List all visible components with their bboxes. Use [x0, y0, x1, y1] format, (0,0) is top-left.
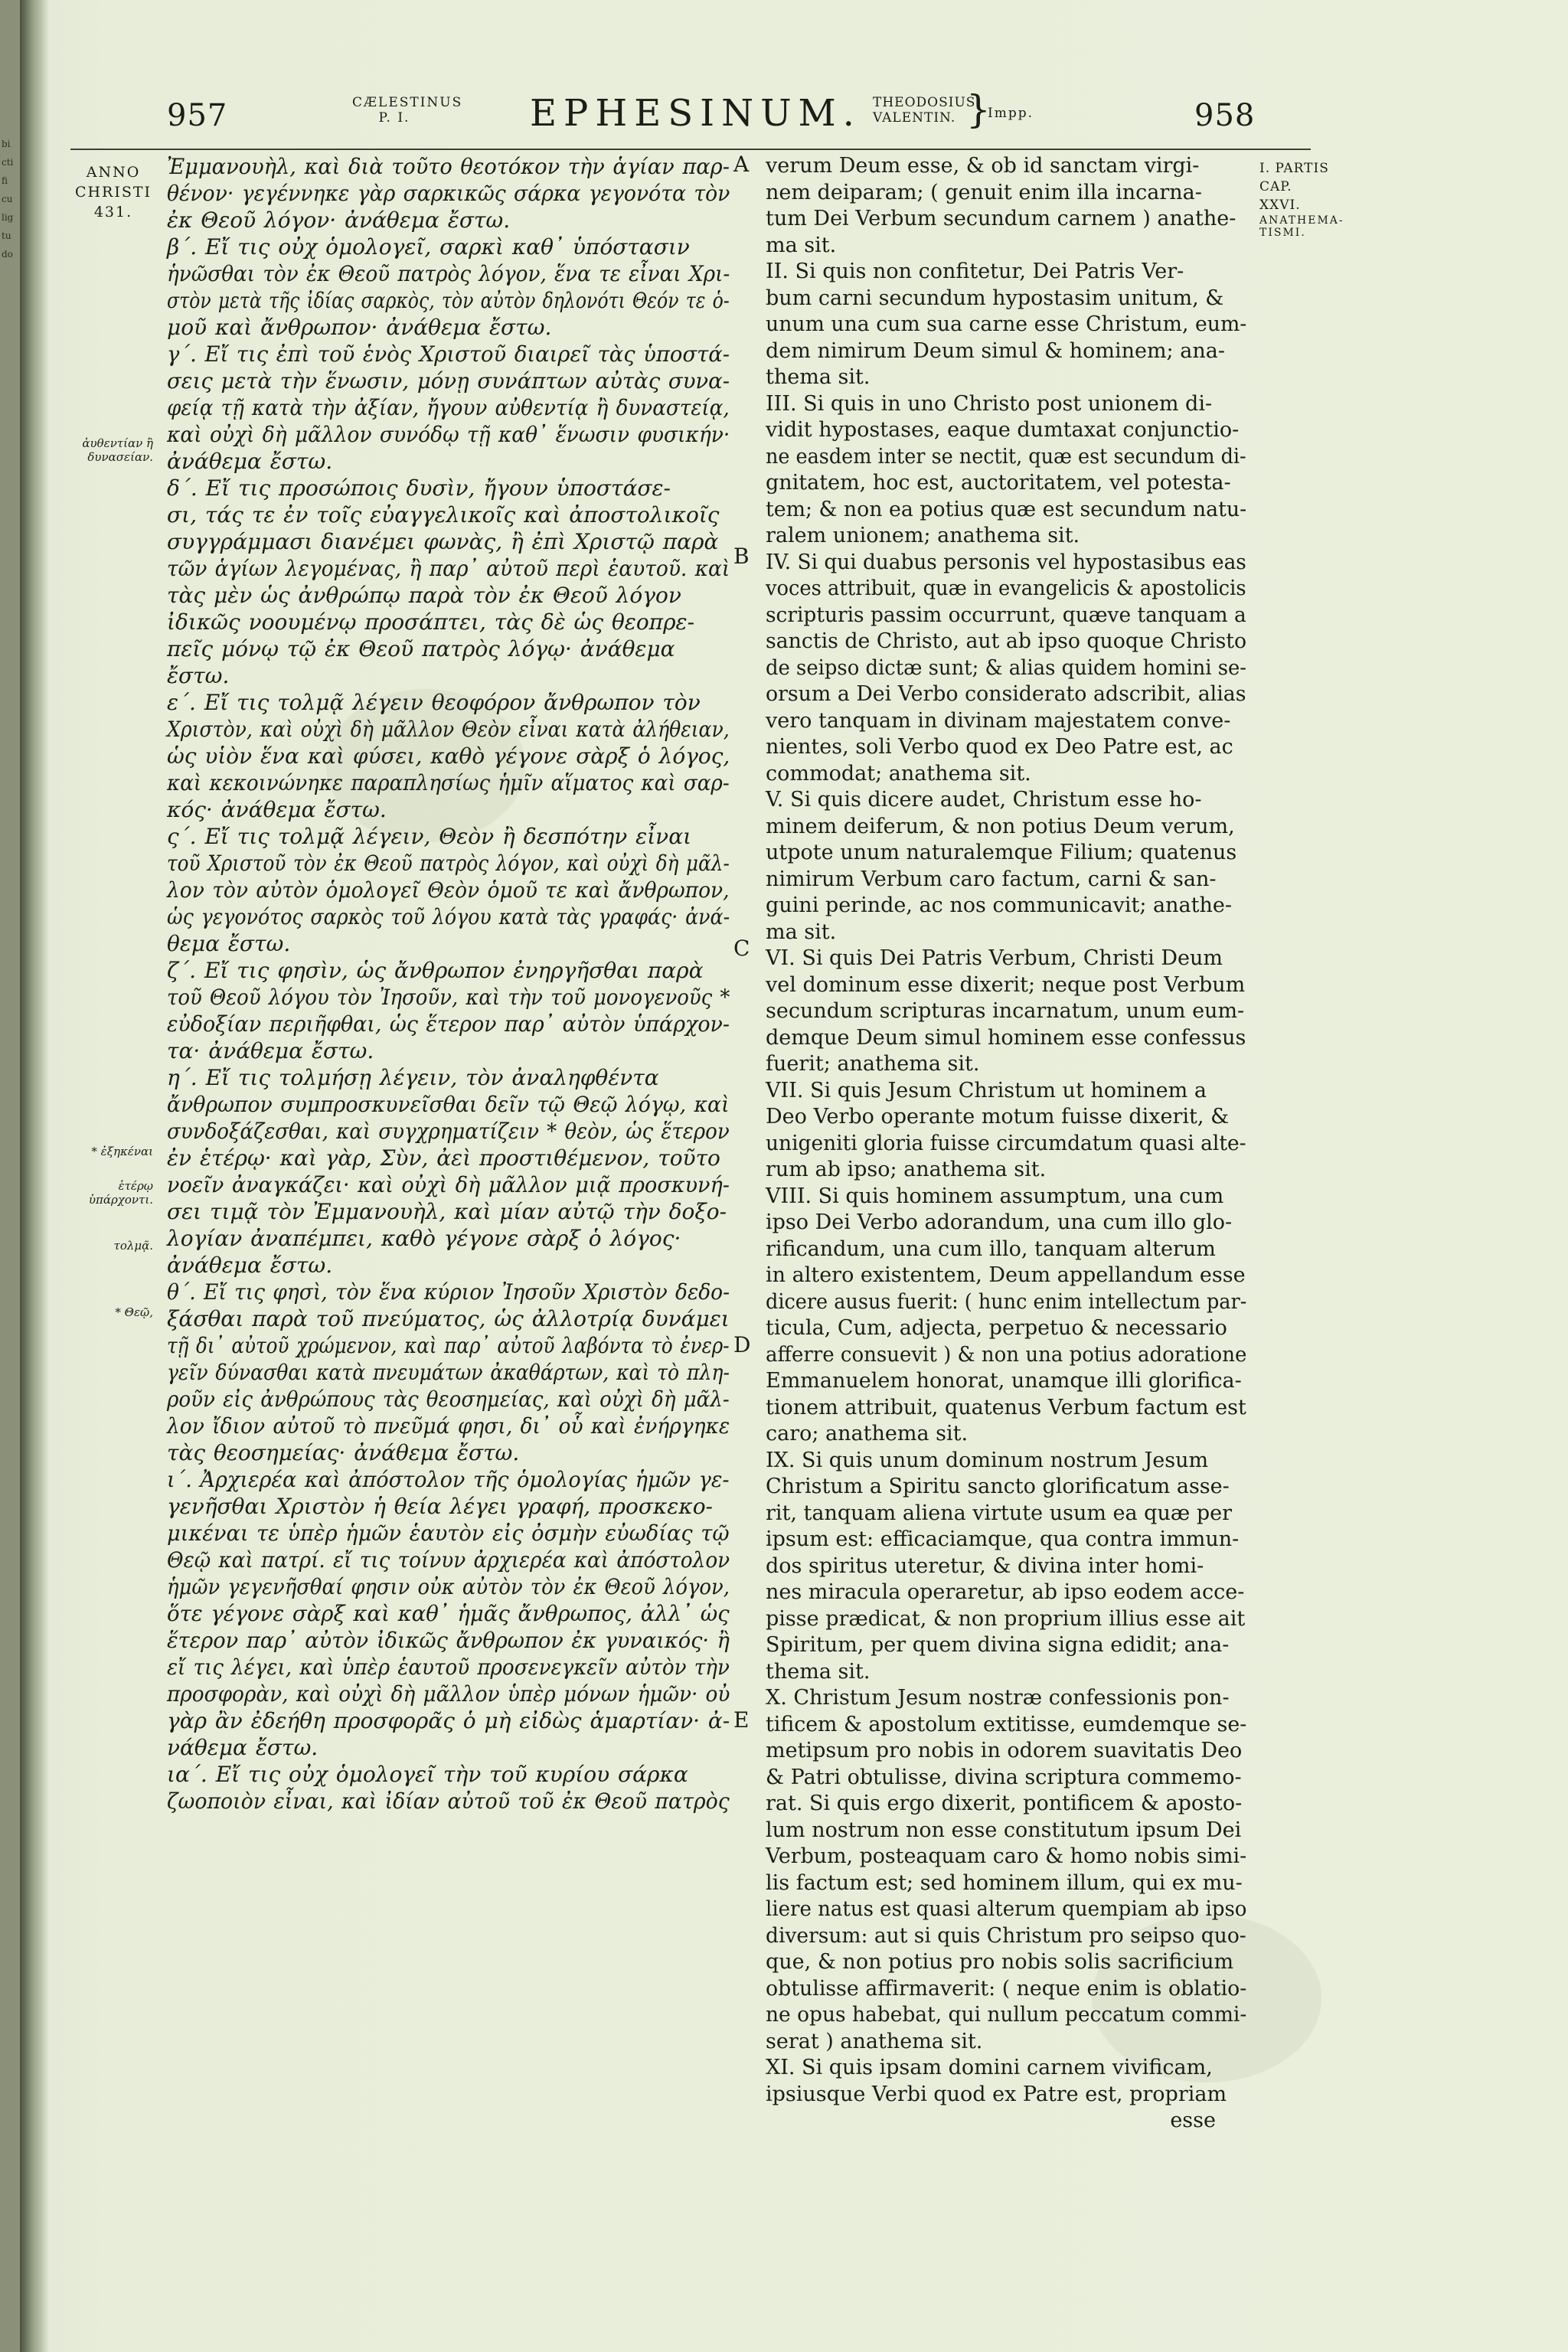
greek-text-line: ἐκ Θεοῦ λόγον· ἀνάθεμα ἔστω. [167, 207, 511, 233]
running-head-celestinus [352, 95, 463, 126]
latin-text-line: in altero existentem, Deum appellandum esse [766, 1263, 1246, 1287]
latin-text-line: thema sit. [766, 365, 871, 389]
latin-text-column [766, 153, 1246, 2135]
edge-note: bi [2, 139, 11, 149]
latin-text-line: que, & non potius pro nobis solis sacrificium [766, 1950, 1234, 1974]
greek-text-line: ἄνθρωπον συμπροσκυνεῖσθαι δεῖν τῷ Θεῷ λόγῳ, καὶ [167, 1092, 730, 1117]
latin-text-line: tem; & non ea potius quæ est secundum natu- [766, 497, 1247, 521]
latin-text-line: sanctis de Christo, aut ab ipso quoque Christo [766, 629, 1247, 653]
greek-text-line: τοῦ Χριστοῦ τὸν ἐκ Θεοῦ πατρὸς λόγον, καὶ οὐχὶ δὴ μᾶλ- [167, 851, 730, 876]
latin-text-line: de seipso dictæ sunt; & alias quidem homini se- [766, 655, 1247, 680]
greek-text-line: λον τὸν αὐτὸν ὁμολογεῖ Θεὸν ὁμοῦ τε καὶ ἄνθρωπον, [167, 877, 730, 903]
greek-text-line: προσφορὰν, καὶ οὐχὶ δὴ μᾶλλον ὑπὲρ μόνων ἡμῶν· οὐ [167, 1681, 730, 1707]
anno-label: ANNO [86, 164, 141, 181]
edge-note: cti [2, 157, 14, 168]
latin-text-line: demque Deum simul hominem esse confessus [766, 1025, 1246, 1050]
greek-text-line: ζ΄. Εἴ τις φησὶν, ὡς ἄνθρωπον ἐνηργῆσθαι παρὰ [167, 958, 704, 983]
greek-text-line: τῇ δι᾿ αὐτοῦ χρώμενον, καὶ παρ᾿ αὐτοῦ λαβόντα τὸ ἐνερ- [167, 1333, 730, 1358]
greek-text-line: ε΄. Εἴ τις τολμᾷ λέγειν θεοφόρον ἄνθρωπον τὸν [167, 690, 701, 715]
latin-text-line: Verbum, posteaquam caro & homo nobis simi- [766, 1844, 1247, 1868]
greek-text-line: πεῖς μόνῳ τῷ ἐκ Θεοῦ πατρὸς λόγῳ· ἀνάθεμα [167, 636, 675, 662]
previous-page-edge [0, 0, 20, 2352]
greek-text-line: τοῦ Θεοῦ λόγου τὸν Ἰησοῦν, καὶ τὴν τοῦ μονογενοῦς * [167, 985, 730, 1010]
greek-text-line: μικέναι τε ὑπὲρ ἡμῶν ἑαυτὸν εἰς ὀσμὴν εὐωδίας τῷ [167, 1521, 730, 1546]
latin-text-line: voces attribuit, quæ in evangelicis & apostolicis [766, 577, 1246, 600]
greek-text-line: ἐν ἑτέρῳ· καὶ γὰρ, Σὺν, ἀεὶ προστιθέμενον, τοῦτο [167, 1145, 720, 1171]
greek-text-line: θένον· γεγέννηκε γὰρ σαρκικῶς σάρκα γεγονότα τὸν [167, 181, 730, 206]
latin-text-line: V. Si quis dicere audet, Christum esse ho- [766, 788, 1202, 812]
side-note: ἀυθεντίαν ἢ δυνασείαν. [82, 436, 153, 464]
side-note: ἑτέρῳ ὑπάρχοντι. [88, 1179, 153, 1207]
latin-text-line: lum nostrum non esse constitutum ipsum Dei [766, 1818, 1242, 1842]
latin-text-line: unum una cum sua carne esse Christum, eum- [766, 312, 1247, 336]
greek-text-line: Ἐμμανουὴλ, καὶ διὰ τοῦτο θεοτόκον τὴν ἁγίαν παρ- [167, 154, 730, 179]
latin-text-line: III. Si quis in uno Christo post unionem di- [766, 391, 1213, 416]
latin-text-line: ipsum est: efficaciamque, qua contra immun- [766, 1527, 1240, 1551]
greek-text-line: γ΄. Εἴ τις ἐπὶ τοῦ ἑνὸς Χριστοῦ διαιρεῖ τὰς ὑποστά- [167, 341, 730, 367]
latin-text-line: dicere ausus fuerit: ( hunc enim intellectum par- [766, 1289, 1247, 1314]
edge-note: tu [2, 230, 11, 241]
greek-text-line: η΄. Εἴ τις τολμήσῃ λέγειν, τὸν ἀναληφθέντα [167, 1065, 659, 1090]
partis-label: I. PARTIS [1259, 161, 1329, 176]
section-marker: D [733, 1332, 751, 1357]
latin-text-line: ne opus habebat, qui nullum peccatum commi- [766, 2003, 1247, 2027]
latin-text-line: metipsum pro nobis in odorem suavitatis Deo [766, 1739, 1243, 1762]
greek-text-line: θεμα ἔστω. [167, 931, 291, 956]
latin-text-line: rum ab ipso; anathema sit. [766, 1158, 1047, 1181]
greek-text-column [167, 153, 730, 1815]
greek-text-line: ὡς γεγονότος σαρκὸς τοῦ λόγου κατὰ τὰς γραφάς· ἀνά- [167, 904, 730, 929]
latin-text-line: ne easdem inter se nectit, quæ est secundum di- [766, 444, 1246, 469]
brace-glyph: } [966, 87, 991, 132]
latin-text-line: vidit hypostases, eaque dumtaxat conjunctio- [766, 418, 1240, 442]
anathematismi-label-2: TISMI. [1259, 227, 1306, 239]
latin-text-line: minem deiferum, & non potius Deum verum, [766, 814, 1235, 838]
valentinian-line: VALENTIN. [873, 110, 956, 126]
greek-text-line: ἀνάθεμα ἔστω. [167, 449, 333, 474]
latin-text-line: commodat; anathema sit. [766, 761, 1031, 786]
latin-text-line: tionem attribuit, quatenus Verbum factum est [766, 1395, 1246, 1419]
greek-text-line: θ΄. Εἴ τις φησὶ, τὸν ἕνα κύριον Ἰησοῦν Χριστὸν δεδο- [167, 1279, 730, 1305]
greek-text-line: καὶ οὐχὶ δὴ μᾶλλον συνόδῳ τῇ καθ᾿ ἕνωσιν φυσικήν· [167, 422, 730, 447]
latin-text-line: guini perinde, ac nos communicavit; anathe- [766, 893, 1232, 917]
greek-text-line: ς΄. Εἴ τις τολμᾷ λέγειν, Θεὸν ἢ δεσπότην εἶναι [167, 824, 692, 849]
christi-label: CHRISTI [74, 184, 152, 201]
left-page-number: 957 [167, 98, 228, 133]
latin-text-line: scripturis passim occurrunt, quæve tanquam a [766, 603, 1246, 627]
greek-text-line: νοεῖν ἀναγκάζει· καὶ οὐχὶ δὴ μᾶλλον μιᾷ προσκυνή- [167, 1172, 730, 1197]
side-note: * ἐξηκέναι [91, 1145, 153, 1158]
latin-text-line: ipso Dei Verbo adorandum, una cum illo glo- [766, 1210, 1233, 1234]
latin-text-line: liere natus est quasi alterum quempiam ab ipso [766, 1897, 1247, 1921]
latin-text-line: ralem unionem; anathema sit. [766, 524, 1080, 547]
greek-text-line: ἔστω. [167, 663, 230, 688]
header-rule [70, 149, 1311, 150]
latin-text-line: tum Dei Verbum secundum carnem ) anathe- [766, 207, 1236, 230]
greek-text-line: εἴ τις λέγει, καὶ ὑπὲρ ἑαυτοῦ προσενεγκεῖν αὐτὸν τὴν [167, 1655, 730, 1680]
greek-text-line: Θεῷ καὶ πατρί. εἴ τις τοίνυν ἀρχιερέα καὶ ἀπόστολον [167, 1547, 730, 1573]
latin-text-line: verum Deum esse, & ob id sanctam virgi- [766, 154, 1200, 178]
latin-text-line: obtulisse affirmaverit: ( neque enim is oblatio- [766, 1976, 1247, 2001]
greek-text-line: γεῖν δύνασθαι κατὰ πνευμάτων ἀκαθάρτων, καὶ τὸ πλη- [167, 1360, 730, 1385]
latin-text-line: orsum a Dei Verbo considerato adscribit, alias [766, 682, 1246, 706]
greek-text-line: ἀνάθεμα ἔστω. [167, 1253, 333, 1278]
latin-text-line: IV. Si qui duabus personis vel hypostasibus eas [766, 550, 1246, 574]
right-page-number: 958 [1194, 98, 1256, 133]
latin-text-line: lis factum est; sed hominem illum, qui ex mu- [766, 1870, 1243, 1895]
greek-text-line: ξάσθαι παρὰ τοῦ πνεύματος, ὡς ἀλλοτρίᾳ δυνάμει [167, 1306, 730, 1331]
latin-text-line: bum carni secundum hypostasim unitum, & [766, 286, 1224, 310]
latin-text-line: caro; anathema sit. [766, 1422, 969, 1446]
cap-label: CAP. [1259, 179, 1292, 194]
greek-text-line: β΄. Εἴ τις οὐχ ὁμολογεῖ, σαρκὶ καθ᾿ ὑπόστασιν [167, 234, 690, 260]
greek-text-line: συγγράμμασι διανέμει φωνὰς, ἢ ἐπὶ Χριστῷ παρὰ [167, 529, 719, 554]
greek-text-line: ἕτερον παρ᾿ αὐτὸν ἰδικῶς ἄνθρωπον ἐκ γυναικός· ἢ [167, 1628, 730, 1653]
greek-text-line: συνδοξάζεσθαι, καὶ συγχρηματίζειν * θεὸν, ὡς ἕτερον [167, 1119, 730, 1144]
greek-text-line: ι΄. Ἀρχιερέα καὶ ἀπόστολον τῆς ὁμολογίας ἡμῶν γε- [167, 1467, 730, 1492]
latin-text-line: Deo Verbo operante motum fuisse dixerit, & [766, 1105, 1230, 1129]
latin-text-line: IX. Si quis unum dominum nostrum Jesum [766, 1448, 1209, 1472]
greek-text-line: εὐδοξίαν περιῆφθαι, ὡς ἕτερον παρ᾿ αὐτὸν ὑπάρχον- [167, 1011, 730, 1037]
greek-text-line: ὅτε γέγονε σὰρξ καὶ καθ᾿ ἡμᾶς ἄνθρωπος, ἀλλ᾿ ὡς [167, 1601, 730, 1626]
side-note: τολμᾷ. [113, 1239, 153, 1253]
latin-text-line: Emmanuelem honorat, unamque illi glorifica- [766, 1369, 1242, 1393]
latin-text-line: rit, tanquam aliena virtute usum ea quæ per [766, 1501, 1232, 1525]
greek-text-line: ἡνῶσθαι τὸν ἐκ Θεοῦ πατρὸς λόγον, ἕνα τε εἶναι Χρι- [167, 261, 730, 286]
anno-christi-note [74, 162, 153, 222]
greek-text-line: ἰδικῶς νοουμένῳ προσάπτει, τὰς δὲ ὡς θεοπρε- [167, 609, 695, 635]
latin-text-line: vel dominum esse dixerit; neque post Verbum [766, 972, 1246, 997]
latin-text-line: Christum a Spiritu sancto glorificatum asse- [766, 1475, 1230, 1498]
anathematismi-label-1: ANATHEMA- [1259, 214, 1344, 227]
latin-text-line: fuerit; anathema sit. [766, 1052, 980, 1076]
celestinus-line: CÆLESTINUS [352, 95, 463, 110]
running-head-title: EPHESINUM. [530, 92, 861, 135]
side-note: * Θεῷ, [115, 1305, 153, 1319]
greek-text-line: σεις μετὰ τὴν ἕνωσιν, μόνῃ συνάπτων αὐτὰς συνα- [167, 368, 730, 394]
section-marker: B [733, 544, 750, 569]
latin-text-line: secundum scripturas incarnatum, unum eum- [766, 999, 1245, 1023]
latin-text-line: nes miracula operaretur, ab ipso eodem acce- [766, 1580, 1245, 1604]
greek-text-line: Χριστὸν, καὶ οὐχὶ δὴ μᾶλλον Θεὸν εἶναι κατὰ ἀλήθειαν, [167, 717, 730, 742]
latin-text-line: X. Christum Jesum nostræ confessionis pon- [766, 1686, 1230, 1710]
latin-text-line: utpote unum naturalemque Filium; quatenus [766, 841, 1237, 864]
binding-shadow [20, 0, 49, 2352]
latin-text-line: nimirum Verbum caro factum, carni & san- [766, 867, 1217, 891]
latin-text-line: VIII. Si quis hominem assumptum, una cum [766, 1184, 1224, 1208]
latin-text-line: pisse prædicat, & non proprium illius esse ait [766, 1606, 1246, 1631]
latin-text-line: vero tanquam in divinam majestatem conve- [766, 708, 1231, 733]
greek-text-line: λογίαν ἀναπέμπει, καθὸ γέγονε σὰρξ ὁ λόγος· [167, 1226, 681, 1251]
edge-note: fi [2, 175, 8, 186]
edge-note: do [2, 249, 13, 260]
greek-text-line: σει τιμᾷ τὸν Ἐμμανουὴλ, καὶ μίαν αὐτῷ τὴν δοξο- [167, 1199, 727, 1224]
greek-text-line: ἡμῶν γεγενῆσθαί φησιν οὐκ αὐτὸν τὸν ἐκ Θεοῦ λόγον, [167, 1574, 730, 1599]
chapter-note [1259, 159, 1344, 239]
greek-text-line: γὰρ ἂν ἐδεήθη προσφορᾶς ὁ μὴ εἰδὼς ἁμαρτίαν· ἀ- [167, 1708, 730, 1733]
latin-text-line: VI. Si quis Dei Patris Verbum, Christi Deum [766, 946, 1223, 970]
latin-text-line: afferre consuevit ) & non una potius adoratione [766, 1342, 1247, 1367]
latin-text-line: gnitatem, hoc est, auctoritatem, vel potesta- [766, 471, 1231, 495]
latin-text-line: dem nimirum Deum simul & hominem; ana- [766, 338, 1225, 363]
greek-text-line: ροῦν εἰς ἀνθρώπους τὰς θεοσημείας, καὶ οὐχὶ δὴ μᾶλ- [167, 1387, 730, 1412]
greek-text-line: μοῦ καὶ ἄνθρωπον· ἀνάθεμα ἔστω. [167, 315, 552, 340]
section-marker: A [733, 152, 750, 177]
greek-text-line: νάθεμα ἔστω. [167, 1735, 318, 1760]
latin-text-line: thema sit. [766, 1659, 871, 1684]
latin-text-line: nientes, soli Verbo quod ex Deo Patre est, ac [766, 735, 1233, 759]
greek-text-line: δ΄. Εἴ τις προσώποις δυσὶν, ἤγουν ὑποστάσε- [167, 475, 671, 501]
greek-text-line: φείᾳ τῇ κατὰ τὴν ἀξίαν, ἤγουν αὐθεντίᾳ ἢ δυναστείᾳ, [167, 395, 730, 420]
latin-text-line: rat. Si quis ergo dixerit, pontificem & aposto- [766, 1792, 1243, 1815]
latin-text-line: serat ) anathema sit. [766, 2029, 983, 2053]
latin-text-line: ipsiusque Verbi quod ex Patre est, propriam [766, 2082, 1227, 2106]
latin-text-line: II. Si quis non confitetur, Dei Patris Ver- [766, 260, 1184, 283]
running-head-emperors [873, 95, 976, 126]
greek-text-line: τὰς μὲν ὡς ἀνθρώπῳ παρὰ τὸν ἐκ Θεοῦ λόγον [167, 583, 681, 608]
latin-text-line: esse [1170, 2109, 1216, 2132]
latin-text-line: dos spiritus uteretur, & divina inter homi- [766, 1553, 1204, 1578]
edge-note: cu [2, 194, 13, 204]
latin-text-line: VII. Si quis Jesum Christum ut hominem a [766, 1078, 1207, 1102]
section-marker: C [733, 936, 750, 961]
impp-label: Impp. [988, 106, 1034, 121]
latin-text-line: ma sit. [766, 233, 837, 257]
greek-text-line: τῶν ἁγίων λεγομένας, ἢ παρ᾿ αὐτοῦ περὶ ἑαυτοῦ. καὶ [167, 556, 730, 581]
greek-text-line: σι, τάς τε ἐν τοῖς εὐαγγελικοῖς καὶ ἀποστολικοῖς [167, 502, 720, 528]
greek-text-line: καὶ κεκοινώνηκε παραπλησίως ἡμῖν αἵματος καὶ σαρ- [167, 770, 730, 795]
theodosius-line: THEODOSIUS [873, 95, 976, 110]
chapter-number: XXVI. [1259, 198, 1301, 213]
latin-text-line: & Patri obtulisse, divina scriptura commemo- [766, 1765, 1242, 1789]
latin-text-line: rificandum, una cum illo, tanquam alterum [766, 1236, 1216, 1261]
latin-text-line: nem deiparam; ( genuit enim illa incarna- [766, 180, 1202, 204]
edge-notes [2, 138, 18, 266]
greek-text-line: ια΄. Εἴ τις οὐχ ὁμολογεῖ τὴν τοῦ κυρίου σάρκα [167, 1762, 688, 1787]
latin-text-line: diversum: aut si quis Christum pro seipso quo- [766, 1923, 1246, 1948]
edge-note: lig [2, 212, 14, 223]
section-marker: E [733, 1707, 750, 1733]
greek-text-line: κός· ἀνάθεμα ἔστω. [167, 797, 387, 822]
latin-text-line: Spiritum, per quem divina signa edidit; ana- [766, 1633, 1230, 1657]
greek-text-line: τα· ἀνάθεμα ἔστω. [167, 1038, 374, 1063]
latin-text-line: unigeniti gloria fuisse circumdatum quasi alte- [766, 1131, 1246, 1155]
greek-text-line: τὰς θεοσημείας· ἀνάθεμα ἔστω. [167, 1440, 520, 1465]
latin-text-line: XI. Si quis ipsam domini carnem vivificam, [766, 2056, 1213, 2079]
greek-text-line: στὸν μετὰ τῆς ἰδίας σαρκὸς, τὸν αὐτὸν δηλονότι Θεόν τε ὁ- [167, 288, 730, 313]
greek-text-line: ζωοποιὸν εἶναι, καὶ ἰδίαν αὐτοῦ τοῦ ἐκ Θεοῦ πατρὸς [167, 1788, 730, 1814]
year-label: 431. [93, 204, 133, 220]
greek-text-line: γενῆσθαι Χριστὸν ἡ θεία λέγει γραφή, προσκεκο- [167, 1494, 714, 1519]
celestinus-pope-line: P. I. [378, 110, 410, 126]
greek-text-line: λον ἴδιον αὐτοῦ τὸ πνεῦμά φησι, δι᾿ οὗ καὶ ἐνήργηκε [167, 1413, 730, 1439]
latin-text-line: tificem & apostolum extitisse, eumdemque se- [766, 1712, 1247, 1736]
greek-text-line: ὡς υἱὸν ἕνα καὶ φύσει, καθὸ γέγονε σὰρξ ὁ λόγος, [167, 743, 730, 769]
latin-text-line: ticula, Cum, adjecta, perpetuo & necessario [766, 1316, 1227, 1340]
latin-text-line: ma sit. [766, 920, 837, 944]
